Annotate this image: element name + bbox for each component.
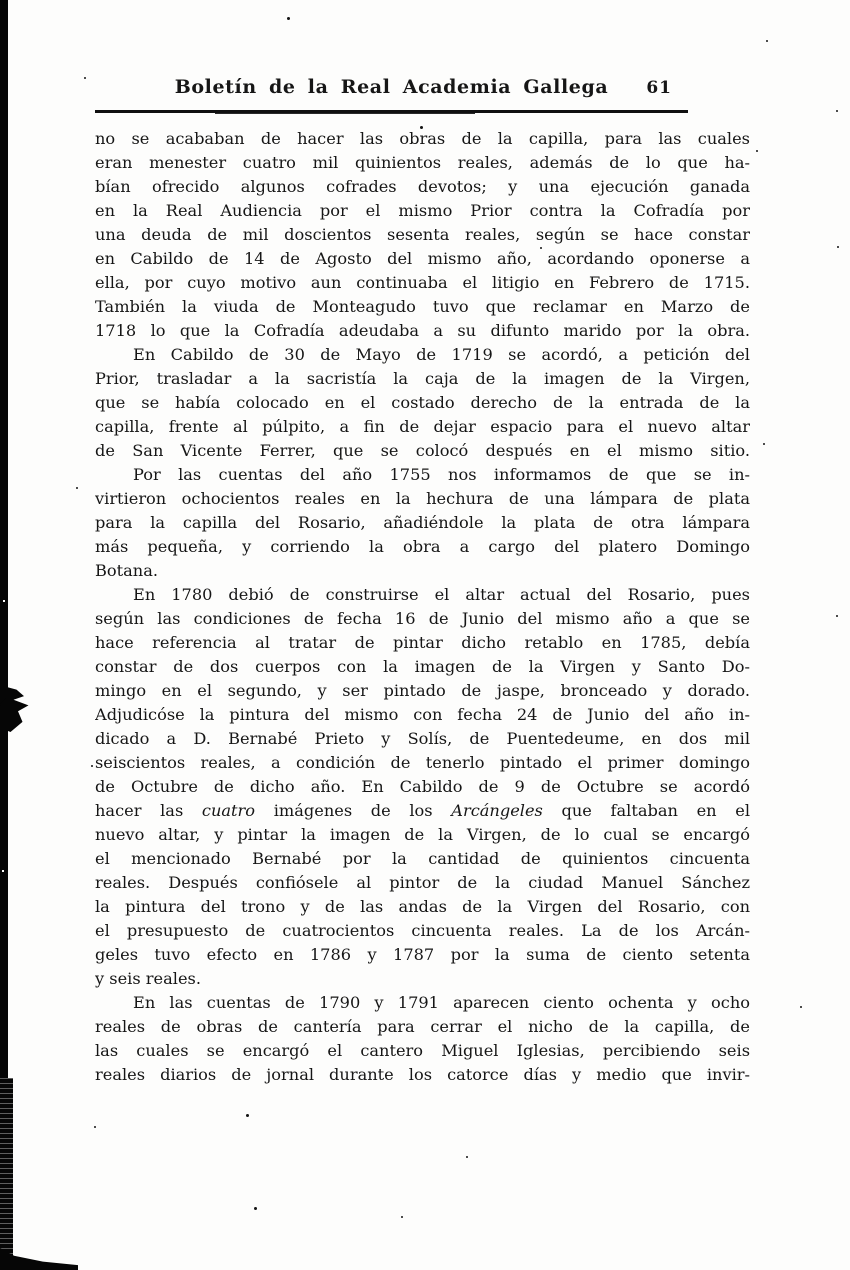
- page-number: 61: [646, 78, 672, 98]
- scan-noise-dot: [91, 765, 93, 767]
- scan-noise-dot: [254, 1207, 257, 1210]
- scan-noise-dot: [800, 1006, 802, 1008]
- text-line: En las cuentas de 1790 y 1791 aparecen ciento ochenta y ocho: [133, 993, 750, 1012]
- scan-noise-dot: [756, 150, 758, 152]
- scan-noise-dot: [246, 1114, 249, 1117]
- text-line: 1718 lo que la Cofradía adeudaba a su difunto marido por la obra.: [95, 321, 750, 340]
- text-line: dicado a D. Bernabé Prieto y Solís, de Puentedeume, en dos mil: [95, 729, 750, 748]
- text-line: el mencionado Bernabé por la cantidad de quinientos cincuenta: [95, 849, 750, 868]
- scan-white-speck: [3, 600, 5, 602]
- text-line: la pintura del trono y de las andas de la Virgen del Rosario, con: [95, 897, 750, 916]
- text-segment: imágenes de los: [255, 801, 452, 820]
- scan-noise-dot: [94, 1126, 96, 1128]
- text-line: geles tuvo efecto en 1786 y 1787 por la suma de ciento setenta: [95, 945, 750, 964]
- text-segment: hacer las: [95, 801, 202, 820]
- text-line: no se acababan de hacer las obras de la capilla, para las cuales: [95, 129, 750, 148]
- scan-noise-dot: [763, 443, 765, 445]
- text-line: nuevo altar, y pintar la imagen de la Virgen, de lo cual se encargó: [95, 825, 750, 844]
- scan-noise-dot: [837, 246, 839, 248]
- text-line: También la viuda de Monteagudo tuvo que reclamar en Marzo de: [95, 297, 750, 316]
- text-segment: que faltaban en el: [542, 801, 750, 820]
- text-line: más pequeña, y corriendo la obra a cargo del platero Domingo: [95, 537, 750, 556]
- journal-title: Boletín de la Real Academia Gallega: [174, 76, 609, 98]
- text-line: eran menester cuatro mil quinientos reales, además de lo que ha-: [95, 153, 750, 172]
- text-line: el presupuesto de cuatrocientos cincuenta reales. La de los Arcán-: [95, 921, 750, 940]
- text-line: una deuda de mil doscientos sesenta reales, según se hace constar: [95, 225, 750, 244]
- paragraph: [95, 463, 750, 583]
- text-line: en la Real Audiencia por el mismo Prior contra la Cofradía por: [95, 201, 750, 220]
- text-line: bían ofrecido algunos cofrades devotos; y una ejecución ganada: [95, 177, 750, 196]
- scan-noise-dot: [401, 1216, 403, 1218]
- text-line: seiscientos reales, a condición de tenerlo pintado el primer domingo: [95, 753, 750, 772]
- scan-noise-dot: [466, 1156, 468, 1158]
- text-line: que se había colocado en el costado derecho de la entrada de la: [95, 393, 750, 412]
- text-line: las cuales se encargó el cantero Miguel Iglesias, percibiendo seis: [95, 1041, 750, 1060]
- italic-word: cuatro: [201, 801, 256, 820]
- text-line-with-italics: [95, 799, 750, 823]
- text-line: hace referencia al tratar de pintar dicho retablo en 1785, debía: [95, 633, 750, 652]
- scan-noise-dot: [766, 40, 768, 42]
- header-rule: [95, 110, 688, 113]
- text-line: de Octubre de dicho año. En Cabildo de 9 de Octubre se acordó: [95, 777, 750, 796]
- text-line: y seis reales.: [95, 969, 201, 988]
- text-line: para la capilla del Rosario, añadiéndole la plata de otra lámpara: [95, 513, 750, 532]
- text-line: según las condiciones de fecha 16 de Junio del mismo año a que se: [95, 609, 750, 628]
- text-line: capilla, frente al púlpito, a fin de dejar espacio para el nuevo altar: [95, 417, 750, 436]
- text-line: En Cabildo de 30 de Mayo de 1719 se acordó, a petición del: [133, 345, 750, 364]
- paragraph: [95, 991, 750, 1087]
- text-line: Botana.: [95, 561, 159, 580]
- text-line: reales de obras de cantería para cerrar el nicho de la capilla, de: [95, 1017, 750, 1036]
- text-line: mingo en el segundo, y ser pintado de jaspe, bronceado y dorado.: [95, 681, 750, 700]
- scan-noise-dot: [836, 110, 838, 112]
- scan-white-speck: [2, 870, 4, 872]
- text-line: reales diarios de jornal durante los catorce días y medio que invir-: [95, 1065, 750, 1084]
- paragraph: [95, 583, 750, 991]
- scan-noise-dot: [836, 615, 838, 617]
- text-line: de San Vicente Ferrer, que se colocó después en el mismo sitio.: [95, 441, 750, 460]
- scan-edge-strip-lower: [0, 1078, 13, 1270]
- italic-word: Arcángeles: [451, 801, 543, 820]
- text-line: En 1780 debió de construirse el altar actual del Rosario, pues: [133, 585, 750, 604]
- scan-noise-dot: [84, 77, 86, 79]
- text-line: constar de dos cuerpos con la imagen de la Virgen y Santo Do-: [95, 657, 750, 676]
- paragraph: [95, 343, 750, 463]
- paragraph: [95, 127, 750, 343]
- text-line: en Cabildo de 14 de Agosto del mismo año, acordando oponerse a: [95, 249, 750, 268]
- body-text: [95, 127, 750, 1087]
- text-line: Por las cuentas del año 1755 nos informamos de que se in-: [133, 465, 750, 484]
- text-line: reales. Después confiósele al pintor de la ciudad Manuel Sánchez: [95, 873, 750, 892]
- page-header: [95, 0, 688, 118]
- text-line: virtieron ochocientos reales en la hechura de una lámpara de plata: [95, 489, 750, 508]
- text-line: ella, por cuyo motivo aun continuaba el litigio en Febrero de 1715.: [95, 273, 750, 292]
- text-line: Adjudicóse la pintura del mismo con fecha 24 de Junio del año in-: [95, 705, 750, 724]
- text-line: Prior, trasladar a la sacristía la caja de la imagen de la Virgen,: [95, 369, 750, 388]
- scan-noise-dot: [76, 487, 78, 489]
